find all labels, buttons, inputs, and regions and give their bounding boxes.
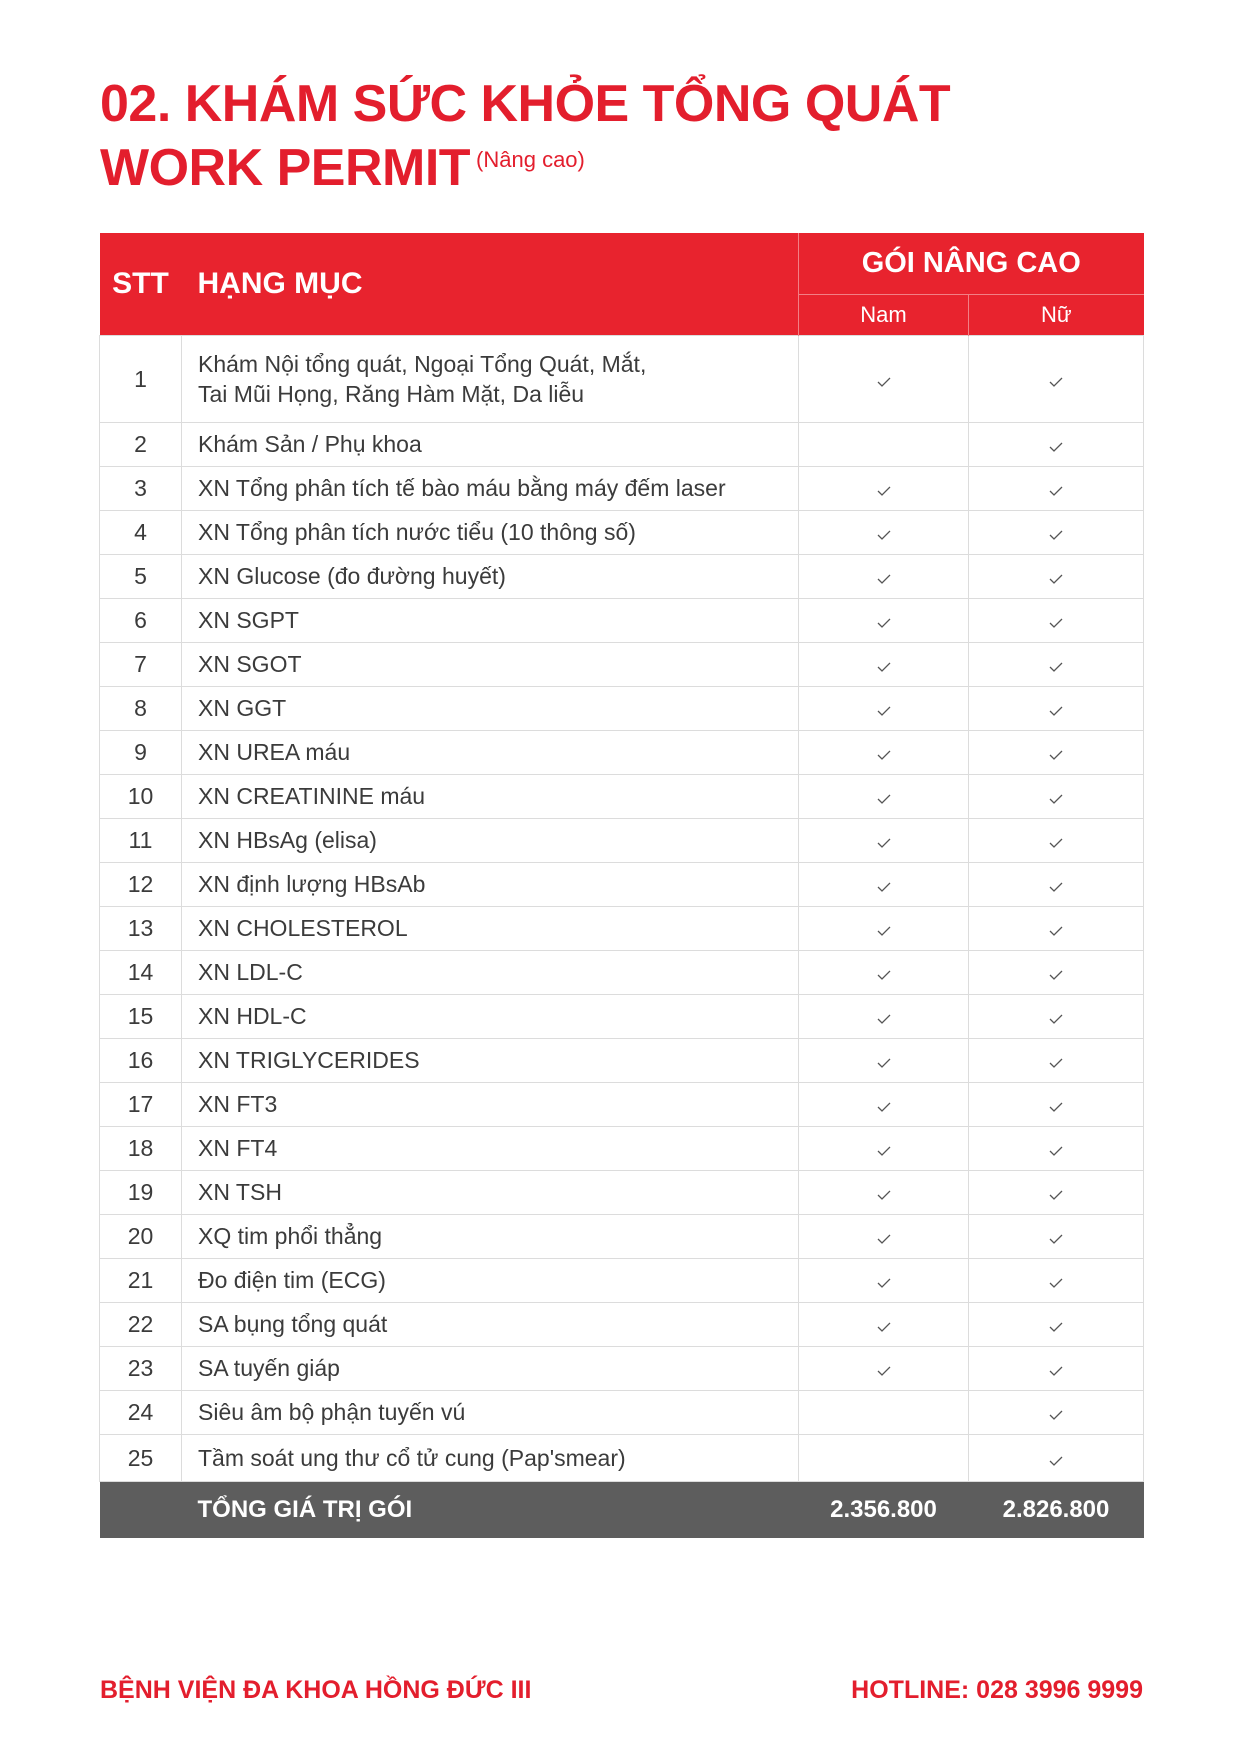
check-icon [1049, 1366, 1063, 1376]
row-female-check [969, 1347, 1144, 1391]
row-stt: 3 [100, 467, 182, 511]
row-male-check [799, 1347, 969, 1391]
total-spacer [100, 1482, 182, 1539]
row-name: Khám Nội tổng quát, Ngoại Tổng Quát, Mắt, Tai Mũi Họng, Răng Hàm Mặt, Da liễu [182, 336, 799, 423]
row-stt: 10 [100, 775, 182, 819]
check-icon [877, 1234, 891, 1244]
table-row [100, 1171, 1144, 1215]
check-icon [1049, 1322, 1063, 1332]
row-female-check [969, 951, 1144, 995]
check-icon [877, 838, 891, 848]
check-icon [877, 1058, 891, 1068]
row-female-check [969, 555, 1144, 599]
table-row [100, 1039, 1144, 1083]
table-row [100, 863, 1144, 907]
check-icon [1049, 618, 1063, 628]
row-male-check [799, 1435, 969, 1482]
hospital-name: BỆNH VIỆN ĐA KHOA HỒNG ĐỨC III [100, 1676, 532, 1704]
check-icon [1049, 1456, 1063, 1466]
check-icon [1049, 750, 1063, 760]
check-icon [1049, 530, 1063, 540]
check-icon [1049, 1410, 1063, 1420]
total-female-price: 2.826.800 [969, 1482, 1144, 1539]
row-stt: 7 [100, 643, 182, 687]
table-row [100, 819, 1144, 863]
row-male-check [799, 643, 969, 687]
check-icon [1049, 706, 1063, 716]
row-name: Siêu âm bộ phận tuyến vú [182, 1391, 799, 1435]
check-icon [1049, 926, 1063, 936]
row-female-check [969, 511, 1144, 555]
header-male: Nam [799, 295, 969, 336]
table-row [100, 643, 1144, 687]
check-icon [1049, 1102, 1063, 1112]
row-name: XN Tổng phân tích tế bào máu bằng máy đếm laser [182, 467, 799, 511]
row-female-check [969, 907, 1144, 951]
row-female-check [969, 1259, 1144, 1303]
row-female-check [969, 467, 1144, 511]
row-male-check [799, 1171, 969, 1215]
row-female-check [969, 1127, 1144, 1171]
row-male-check [799, 1127, 969, 1171]
table-row [100, 731, 1144, 775]
check-icon [877, 706, 891, 716]
table-row [100, 907, 1144, 951]
check-icon [877, 750, 891, 760]
row-female-check [969, 1435, 1144, 1482]
check-icon [1049, 1014, 1063, 1024]
header-package: GÓI NÂNG CAO [799, 233, 1144, 295]
row-male-check [799, 1303, 969, 1347]
check-icon [1049, 1190, 1063, 1200]
check-icon [877, 530, 891, 540]
table-row [100, 1347, 1144, 1391]
check-icon [877, 1322, 891, 1332]
row-female-check [969, 775, 1144, 819]
package-table [99, 233, 1144, 1538]
table-row [100, 1259, 1144, 1303]
table-row [100, 995, 1144, 1039]
check-icon [877, 794, 891, 804]
row-name: XN định lượng HBsAb [182, 863, 799, 907]
table-row [100, 599, 1144, 643]
table-row [100, 1083, 1144, 1127]
row-male-check [799, 511, 969, 555]
row-name: XN HDL-C [182, 995, 799, 1039]
row-male-check [799, 863, 969, 907]
header-stt: STT [100, 233, 182, 336]
row-name: XN UREA máu [182, 731, 799, 775]
row-female-check [969, 687, 1144, 731]
hotline: HOTLINE: 028 3996 9999 [851, 1676, 1143, 1704]
check-icon [877, 574, 891, 584]
page-title [100, 72, 950, 200]
table-row [100, 951, 1144, 995]
row-stt: 5 [100, 555, 182, 599]
row-name: XN GGT [182, 687, 799, 731]
row-name: XQ tim phổi thẳng [182, 1215, 799, 1259]
row-female-check [969, 599, 1144, 643]
table-row [100, 775, 1144, 819]
row-name: XN SGPT [182, 599, 799, 643]
check-icon [1049, 574, 1063, 584]
row-stt: 16 [100, 1039, 182, 1083]
row-stt: 11 [100, 819, 182, 863]
row-stt: 20 [100, 1215, 182, 1259]
check-icon [877, 926, 891, 936]
row-male-check [799, 423, 969, 467]
row-name: Đo điện tim (ECG) [182, 1259, 799, 1303]
row-male-check [799, 731, 969, 775]
row-female-check [969, 336, 1144, 423]
row-stt: 2 [100, 423, 182, 467]
row-male-check [799, 555, 969, 599]
row-male-check [799, 1215, 969, 1259]
row-male-check [799, 467, 969, 511]
row-female-check [969, 1171, 1144, 1215]
check-icon [877, 882, 891, 892]
row-stt: 17 [100, 1083, 182, 1127]
row-male-check [799, 1039, 969, 1083]
header-female: Nữ [969, 295, 1144, 336]
check-icon [877, 1014, 891, 1024]
check-icon [1049, 1234, 1063, 1244]
row-female-check [969, 863, 1144, 907]
row-female-check [969, 995, 1144, 1039]
check-icon [1049, 882, 1063, 892]
row-male-check [799, 951, 969, 995]
title-line1: 02. KHÁM SỨC KHỎE TỔNG QUÁT [100, 75, 951, 133]
title-line2-wrap [100, 136, 950, 200]
row-stt: 9 [100, 731, 182, 775]
row-male-check [799, 907, 969, 951]
row-name: XN CREATININE máu [182, 775, 799, 819]
row-stt: 18 [100, 1127, 182, 1171]
row-female-check [969, 1039, 1144, 1083]
row-female-check [969, 1215, 1144, 1259]
row-name: Tầm soát ung thư cổ tử cung (Pap'smear) [182, 1435, 799, 1482]
table-total [100, 1482, 1144, 1539]
row-female-check [969, 1391, 1144, 1435]
row-female-check [969, 1303, 1144, 1347]
row-name: SA tuyến giáp [182, 1347, 799, 1391]
check-icon [877, 486, 891, 496]
row-stt: 24 [100, 1391, 182, 1435]
check-icon [1049, 794, 1063, 804]
table-header [100, 233, 1144, 336]
row-female-check [969, 819, 1144, 863]
table-row [100, 687, 1144, 731]
row-name: XN FT4 [182, 1127, 799, 1171]
row-male-check [799, 1391, 969, 1435]
check-icon [1049, 662, 1063, 672]
table-row [100, 511, 1144, 555]
row-stt: 13 [100, 907, 182, 951]
table-row [100, 555, 1144, 599]
table-row [100, 1303, 1144, 1347]
row-male-check [799, 599, 969, 643]
row-male-check [799, 336, 969, 423]
row-stt: 14 [100, 951, 182, 995]
check-icon [1049, 1146, 1063, 1156]
row-name: XN LDL-C [182, 951, 799, 995]
row-stt: 23 [100, 1347, 182, 1391]
table-row [100, 1215, 1144, 1259]
row-name: Khám Sản / Phụ khoa [182, 423, 799, 467]
row-stt: 19 [100, 1171, 182, 1215]
check-icon [877, 970, 891, 980]
title-subtitle: (Nâng cao) [476, 147, 585, 172]
row-male-check [799, 1259, 969, 1303]
check-icon [1049, 1058, 1063, 1068]
check-icon [877, 1366, 891, 1376]
row-stt: 21 [100, 1259, 182, 1303]
check-icon [877, 1146, 891, 1156]
row-male-check [799, 819, 969, 863]
row-stt: 8 [100, 687, 182, 731]
row-stt: 25 [100, 1435, 182, 1482]
table-row [100, 1435, 1144, 1482]
row-stt: 6 [100, 599, 182, 643]
check-icon [877, 377, 891, 387]
row-stt: 4 [100, 511, 182, 555]
row-name: XN SGOT [182, 643, 799, 687]
row-stt: 22 [100, 1303, 182, 1347]
row-name: XN Glucose (đo đường huyết) [182, 555, 799, 599]
row-stt: 1 [100, 336, 182, 423]
check-icon [877, 1102, 891, 1112]
row-name: XN FT3 [182, 1083, 799, 1127]
check-icon [1049, 442, 1063, 452]
total-label: TỔNG GIÁ TRỊ GÓI [182, 1482, 799, 1539]
table-row [100, 423, 1144, 467]
row-male-check [799, 687, 969, 731]
row-name: SA bụng tổng quát [182, 1303, 799, 1347]
check-icon [877, 1190, 891, 1200]
table-row [100, 336, 1144, 423]
row-name: XN TSH [182, 1171, 799, 1215]
row-name: XN TRIGLYCERIDES [182, 1039, 799, 1083]
table-body [100, 336, 1144, 1482]
row-name: XN Tổng phân tích nước tiểu (10 thông số) [182, 511, 799, 555]
header-item: HẠNG MỤC [182, 233, 799, 336]
row-male-check [799, 1083, 969, 1127]
row-male-check [799, 775, 969, 819]
row-stt: 15 [100, 995, 182, 1039]
title-line2: WORK PERMIT [100, 139, 471, 197]
total-male-price: 2.356.800 [799, 1482, 969, 1539]
table-row [100, 1127, 1144, 1171]
row-name: XN HBsAg (elisa) [182, 819, 799, 863]
table-row [100, 1391, 1144, 1435]
row-female-check [969, 731, 1144, 775]
row-male-check [799, 995, 969, 1039]
check-icon [877, 618, 891, 628]
row-stt: 12 [100, 863, 182, 907]
row-female-check [969, 423, 1144, 467]
check-icon [1049, 838, 1063, 848]
row-female-check [969, 1083, 1144, 1127]
row-female-check [969, 643, 1144, 687]
table-row [100, 467, 1144, 511]
row-name: XN CHOLESTEROL [182, 907, 799, 951]
check-icon [1049, 970, 1063, 980]
check-icon [877, 662, 891, 672]
check-icon [1049, 1278, 1063, 1288]
check-icon [877, 1278, 891, 1288]
check-icon [1049, 486, 1063, 496]
check-icon [1049, 377, 1063, 387]
